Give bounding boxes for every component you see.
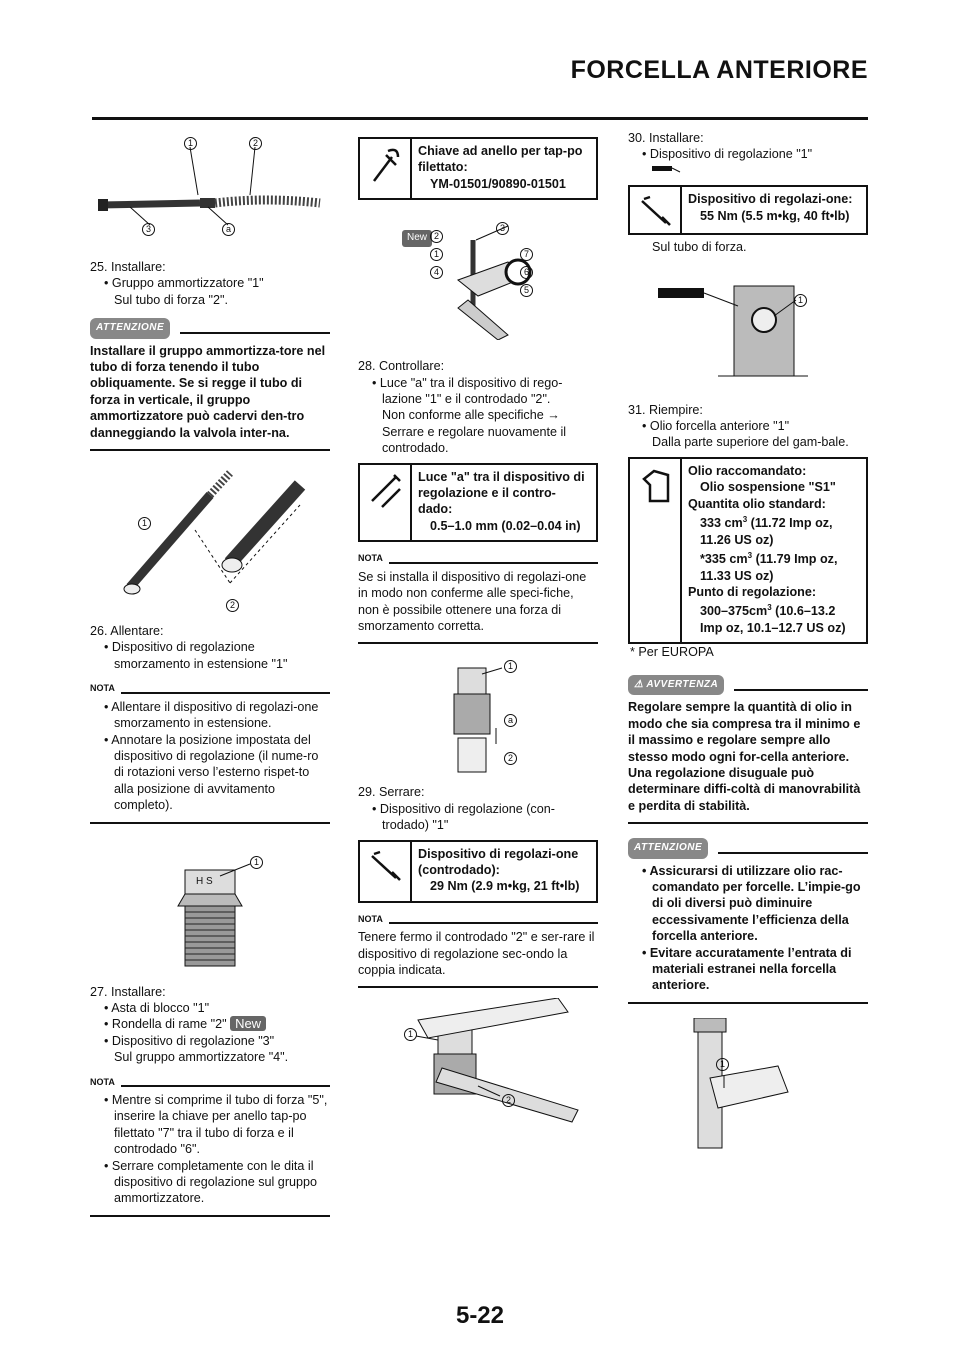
- nota-29: NOTA Tenere fermo il controdado "2" e ser-rare il dispositivo di regolazione sec-ondo la coppia indicata.: [358, 911, 598, 989]
- damper-rod-illustration: [90, 125, 330, 235]
- attenzione-badge: ATTENZIONE: [628, 838, 708, 858]
- avvertenza-box: ⚠ AVVERTENZA Regolare sempre la quantità di olio in modo che sia compresa tra il minimo e il massimo e regolare sempre allo stesso modo ogni for-cella anteriore. Una regolazione disuguale può determinare diffi-coltà di manovrabilità e perdita di stabilità.: [628, 675, 868, 824]
- gap-illustration: [358, 658, 598, 778]
- figure-ring-wrench: [358, 200, 598, 340]
- callout-1: 1: [250, 856, 263, 869]
- callout-1: 1: [716, 1058, 729, 1071]
- avvertenza-badge: ⚠ AVVERTENZA: [628, 675, 724, 695]
- wrench-icon: [368, 145, 402, 185]
- new-badge: New: [230, 1016, 266, 1031]
- callout-2: 2: [502, 1094, 515, 1107]
- callout-3: 3: [142, 223, 155, 236]
- spec-oil: Olio raccomandato: Olio sospensione "S1" Quantita olio standard: 333 $cm^3$ (11.72 Imp oz, 11.26 US oz) *335 $cm^3$ (11.79 Imp oz, 11.33 US oz) Punto di regolazione: $300-375cm^3$ (10.6–13.2 Imp oz, 10.1–12.7 US oz): [628, 457, 868, 645]
- column-3: 30. Installare: • Dispositivo di regolazione "1" Dispositivo di regolazi-one: 55 Nm (5.5 m•kg, 40 ft•lb) Sul tubo di forza. 1 31. Riempire: • Olio forcella anteriore "1" Dalla parte superiore del gam-bale. Olio raccomandato: Olio sospensione "S1" Quantita olio standard: 333 $cm^3$ (11.72 Imp oz, 11.26 US oz) *335 $cm^3$ (11.79 Imp oz, 11.33 US oz) Punto di regolazione: $300-375cm^3$ (10.6–13.2 Imp oz, 10.1–12.7 US oz) * Per EUROPA ⚠ AVVERTENZA Regolare sempre la quantità di olio in modo che sia compresa tra il minimo e il massimo e regolare sempre allo stesso modo ogni for-cella anteriore. Una regolazione disuguale può determinare diffi-coltà di manovrabilità e perdita di stabilità. ATTENZIONE • Assicurarsi di utilizzare olio rac-comandato per forcelle. L’impie-go di oli diversi può diminuire eccessivamente l’efficienza della forcella anteriore. • Evitare accuratamente l’entrata di materiali estranei nella forcella anteriore. 1: [628, 130, 868, 1158]
- oil-fill-illustration: [628, 1018, 868, 1158]
- callout-2: 2: [430, 230, 443, 243]
- callout-2: 2: [504, 752, 517, 765]
- step-28: 28. Controllare: • Luce "a" tra il dispositivo di rego-lazione "1" e il controdado "2". Non conforme alle specifiche → Serrare e regolare nuovamente il controdado.: [358, 359, 567, 456]
- callout-1: 1: [184, 137, 197, 150]
- nota-26: NOTA • Allentare il dispositivo di regolazi-one smorzamento in estensione. • Annotare la posizione impostata del dispositivo di regolazione (il nume-ro di rotazioni verso l’esterno rispet-to alla posizione di avvitamento completo).: [90, 680, 330, 823]
- step-26: 26. Allentare: • Dispositivo di regolazione smorzamento in estensione "1": [90, 624, 288, 671]
- attenzione-text: Installare il gruppo ammortizza-tore nel tubo di forza tenendo il tubo obliquamente. Se si regge il tubo di forza in verticale, il gruppo ammortizzatore può cadervi den-tro danneggiando la valvola inter-na.: [90, 343, 326, 440]
- footnote: * Per EUROPA: [630, 645, 714, 660]
- spec-torque: Dispositivo di regolazi-one (controdado): 29 Nm (2.9 m•kg, 21 ft•lb): [358, 840, 598, 903]
- column-1: [90, 125, 330, 1217]
- callout-4: 4: [430, 266, 443, 279]
- nota-28: NOTA Se si installa il dispositivo di regolazi-one in modo non conferme alle speci-fiche, non è possibile ottenere una forza di smorzamento corretta.: [358, 550, 598, 644]
- step-27: 27. Installare: • Asta di blocco "1" • Rondella di rame "2" New • Dispositivo di regolazione "3" Sul gruppo ammortizzatore "4".: [90, 984, 289, 1065]
- adjuster-illustration: [90, 840, 330, 970]
- callout-2: 2: [249, 137, 262, 150]
- title-rule: [92, 117, 868, 120]
- spec-tool: Chiave ad anello per tap-po filettato: YM-01501/90890-01501: [358, 137, 598, 200]
- attenzione-box-2: ATTENZIONE • Assicurarsi di utilizzare olio rac-comandato per forcelle. L’impie-go di oli diversi può diminuire eccessivamente l’efficienza della forcella anteriore. • Evitare accuratamente l’entrata di materiali estranei nella forcella anteriore.: [628, 838, 868, 1004]
- step-29: 29. Serrare: • Dispositivo di regolazione (con-trodado) "1": [358, 785, 555, 833]
- step-25: 25. Installare: • Gruppo ammortizzatore "1" Sul tubo di forza "2".: [90, 260, 264, 307]
- figure-adjuster: [90, 840, 330, 970]
- warning-icon: ⚠: [634, 678, 644, 690]
- spec-gap: Luce "a" tra il dispositivo di regolazione e il contro-dado: 0.5–1.0 mm (0.02–0.04 in): [358, 463, 598, 543]
- torque-wrench-icon: [652, 163, 682, 175]
- callout-1: 1: [504, 660, 517, 673]
- callout-1: 1: [430, 248, 443, 261]
- figure-fork-top: [628, 266, 868, 396]
- attenzione-box-1: [90, 318, 330, 451]
- callout-7: 7: [520, 248, 533, 261]
- callout-5: 5: [520, 284, 533, 297]
- page-title: FORCELLA ANTERIORE: [570, 56, 868, 84]
- callout-1: 1: [794, 294, 807, 307]
- callout-3: 3: [496, 222, 509, 235]
- caliper-icon: [368, 471, 402, 511]
- callout-a: a: [504, 714, 517, 727]
- figure-fork-tubes: [90, 465, 330, 615]
- locknut-illustration: [358, 998, 598, 1138]
- callout-2: 2: [226, 599, 239, 612]
- figure-gap: [358, 658, 598, 778]
- step-31: 31. Riempire: • Olio forcella anteriore "1" Dalla parte superiore del gam-bale.: [628, 402, 849, 450]
- fork-tubes-illustration: [90, 465, 330, 615]
- callout-1: 1: [404, 1028, 417, 1041]
- attenzione-badge: ATTENZIONE: [90, 318, 170, 338]
- figure-damper-rod: [90, 125, 330, 235]
- column-2: [358, 137, 598, 1138]
- callout-6: 6: [520, 266, 533, 279]
- oil-can-icon: [638, 465, 672, 505]
- torque-wrench-icon: [638, 193, 672, 233]
- page-number: 5-22: [455, 1302, 505, 1329]
- callout-a: a: [222, 223, 235, 236]
- callout-1: 1: [138, 517, 151, 530]
- figure-locknut: [358, 998, 598, 1138]
- new-badge: New: [402, 230, 432, 246]
- nota-27: NOTA • Mentre si comprime il tubo di forza "5", inserire la chiave per anello tap-po filettato "7" tra il tubo di forza e il controdado "6". • Serrare completamente con le dita il dispositivo di regolazione sul gruppo ammortizzatore.: [90, 1074, 330, 1217]
- figure-oil-fill: [628, 1018, 868, 1158]
- spec-torque-2: Dispositivo di regolazi-one: 55 Nm (5.5 m•kg, 40 ft•lb): [628, 185, 868, 235]
- step-30: 30. Installare: • Dispositivo di regolazione "1": [628, 130, 868, 179]
- ring-wrench-illustration: [358, 200, 598, 340]
- torque-wrench-icon: [368, 848, 402, 888]
- hs-marking: H S: [196, 875, 213, 887]
- fork-top-illustration: [628, 266, 868, 396]
